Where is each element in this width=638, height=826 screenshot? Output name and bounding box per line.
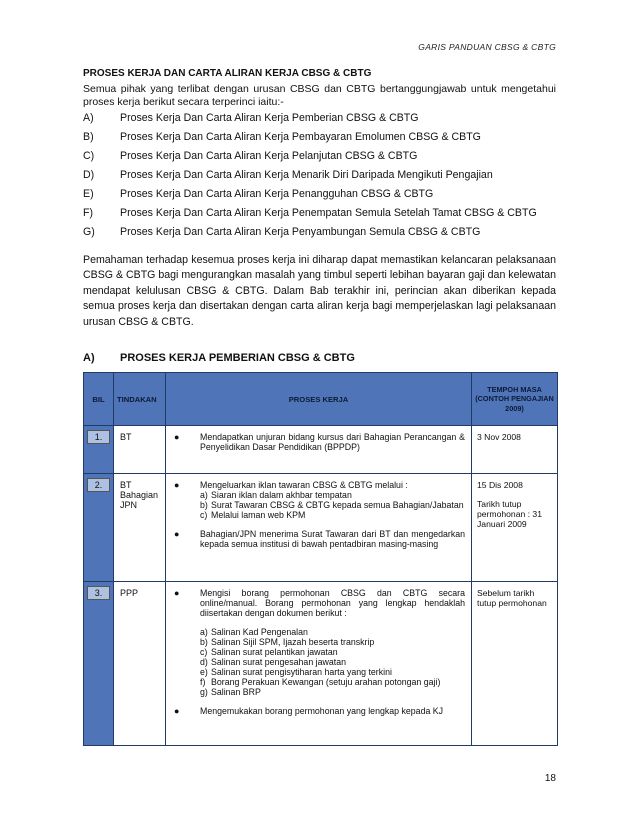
bil-cell [84, 426, 114, 474]
bullet-text: Bahagian/JPN menerima Surat Tawaran dari BT dan mengedarkan kepada semua institusi di bawah pentadbiran masing-masing [200, 529, 465, 549]
bullet-text: Mengisi borang permohonan CBSG dan CBTG secara online/manual. Borang permohonan yang lengkap hendaklah diisertakan dengan dokumen berikut : [200, 588, 465, 618]
tempoh-date: 15 Dis 2008 [477, 480, 523, 490]
process-label: Proses Kerja Dan Carta Aliran Kerja Penyambungan Semula CBSG & CBTG [120, 226, 481, 238]
process-item-c [83, 150, 563, 169]
sub-item [200, 657, 465, 667]
bullet-icon: ● [174, 480, 180, 490]
process-label: Proses Kerja Dan Carta Aliran Kerja Menarik Diri Daripada Mengikuti Pengajian [120, 169, 493, 181]
sub-list [200, 490, 465, 520]
page-title: PROSES KERJA DAN CARTA ALIRAN KERJA CBSG & CBTG [83, 68, 372, 79]
tempoh-cell: Sebelum tarikh tutup permohonan [472, 582, 558, 746]
sub-item [200, 647, 465, 657]
sub-item [200, 667, 465, 677]
bullet-icon: ● [174, 529, 180, 539]
bil-cell [84, 474, 114, 582]
running-header: GARIS PANDUAN CBSG & CBTG [418, 42, 556, 52]
process-label: Proses Kerja Dan Carta Aliran Kerja Pemberian CBSG & CBTG [120, 112, 419, 124]
tindakan-cell: BT Bahagian JPN [114, 474, 166, 582]
sub-text: Salinan BRP [211, 687, 261, 697]
sub-item [200, 677, 465, 687]
sub-text: Borang Perakuan Kewangan (setuju arahan potongan gaji) [211, 677, 441, 687]
section-letter: A) [83, 352, 95, 364]
process-item-d [83, 169, 563, 188]
process-item-g [83, 226, 563, 245]
bullet-icon: ● [174, 432, 180, 442]
proses-kerja-cell [166, 582, 472, 746]
process-letter: B) [83, 131, 94, 143]
col-header-tempoh-masa: TEMPOH MASA (CONTOH PENGAJIAN 2009) [472, 373, 558, 426]
section-title: PROSES KERJA PEMBERIAN CBSG & CBTG [120, 352, 355, 364]
sub-letter: g) [200, 687, 208, 697]
intro-text: Semua pihak yang terlibat dengan urusan CBSG dan CBTG bertanggungjawab untuk mengetahui proses kerja berikut secara terperinci iaitu:- [83, 83, 556, 108]
sub-letter: b) [200, 500, 208, 510]
sub-letter: d) [200, 657, 208, 667]
process-letter: F) [83, 207, 93, 219]
bullet-text: Mendapatkan unjuran bidang kursus dari Bahagian Perancangan & Penyelidikan Dasar Pendidikan (BPPDP) [200, 432, 465, 452]
col-header-proses-kerja: PROSES KERJA [166, 373, 472, 426]
sub-item [200, 490, 465, 500]
proses-kerja-cell [166, 474, 472, 582]
sub-text: Salinan surat pengesahan jawatan [211, 657, 346, 667]
row-number: 3. [87, 586, 110, 600]
summary-paragraph: Pemahaman terhadap kesemua proses kerja ini diharap dapat memastikan kelancaran pelaksanaan CBSG & CBTG bagi mengurangkan masalah yang timbul seperti lebihan bayaran gaji dan kelewatan mendapat kelulusan CBSG & CBTG. Dalam Bab terakhir ini, perincian akan diberikan kepada semua proses kerja dan disertakan dengan carta aliran kerja bagi memperjelaskan lagi pelaksanaan urusan CBSG & CBTG. [83, 254, 556, 328]
sub-text: Salinan surat pelantikan jawatan [211, 647, 338, 657]
sub-letter: a) [200, 627, 208, 637]
table-row [84, 582, 558, 746]
tindakan-cell: BT [114, 426, 166, 474]
process-label: Proses Kerja Dan Carta Aliran Kerja Pelanjutan CBSG & CBTG [120, 150, 418, 162]
sub-letter: e) [200, 667, 208, 677]
tempoh-note: Tarikh tutup permohonan : 31 Januari 2009 [477, 499, 542, 529]
bullet-item [170, 432, 465, 452]
sub-item [200, 627, 465, 637]
process-item-b [83, 131, 563, 150]
section-heading [83, 352, 355, 364]
row-number: 2. [87, 478, 110, 492]
sub-item [200, 510, 465, 520]
sub-item [200, 500, 465, 510]
sub-text: Melalui laman web KPM [211, 510, 306, 520]
process-table [83, 372, 558, 746]
bullet-item [170, 480, 465, 520]
sub-item [200, 637, 465, 647]
process-letter: G) [83, 226, 95, 238]
sub-letter: f) [200, 677, 206, 687]
sub-text: Salinan Kad Pengenalan [211, 627, 308, 637]
process-item-e [83, 188, 563, 207]
tindakan-cell: PPP [114, 582, 166, 746]
sub-text: Salinan Sijil SPM, Ijazah beserta transkrip [211, 637, 375, 647]
bullet-item [170, 706, 465, 716]
col-header-bil: BIL [84, 373, 114, 426]
sub-letter: c) [200, 510, 208, 520]
bil-cell [84, 582, 114, 746]
process-label: Proses Kerja Dan Carta Aliran Kerja Penangguhan CBSG & CBTG [120, 188, 434, 200]
sub-text: Siaran iklan dalam akhbar tempatan [211, 490, 352, 500]
process-letter: D) [83, 169, 95, 181]
sub-item [200, 687, 465, 697]
row-number: 1. [87, 430, 110, 444]
bullet-text: Mengemukakan borang permohonan yang lengkap kepada KJ [200, 706, 444, 716]
table-row [84, 426, 558, 474]
sub-list [200, 627, 465, 697]
col-header-tindakan: TINDAKAN [114, 373, 166, 426]
bullet-item [170, 588, 465, 697]
process-item-a [83, 112, 563, 131]
sub-letter: c) [200, 647, 208, 657]
sub-letter: b) [200, 637, 208, 647]
process-list [83, 112, 563, 245]
sub-text: Surat Tawaran CBSG & CBTG kepada semua Bahagian/Jabatan [211, 500, 464, 510]
table-row [84, 474, 558, 582]
sub-letter: a) [200, 490, 208, 500]
process-label: Proses Kerja Dan Carta Aliran Kerja Pembayaran Emolumen CBSG & CBTG [120, 131, 481, 143]
tempoh-cell [472, 474, 558, 582]
bullet-icon: ● [174, 588, 180, 598]
process-letter: A) [83, 112, 94, 124]
process-item-f [83, 207, 563, 226]
proses-kerja-cell [166, 426, 472, 474]
process-letter: E) [83, 188, 94, 200]
bullet-text: Mengeluarkan iklan tawaran CBSG & CBTG melalui : [200, 480, 408, 490]
sub-text: Salinan surat pengisytiharan harta yang terkini [211, 667, 392, 677]
table-header-row [84, 373, 558, 426]
page-number: 18 [544, 773, 556, 784]
bullet-icon: ● [174, 706, 180, 716]
process-letter: C) [83, 150, 95, 162]
tempoh-cell: 3 Nov 2008 [472, 426, 558, 474]
bullet-item [170, 529, 465, 549]
process-label: Proses Kerja Dan Carta Aliran Kerja Penempatan Semula Setelah Tamat CBSG & CBTG [120, 207, 537, 219]
